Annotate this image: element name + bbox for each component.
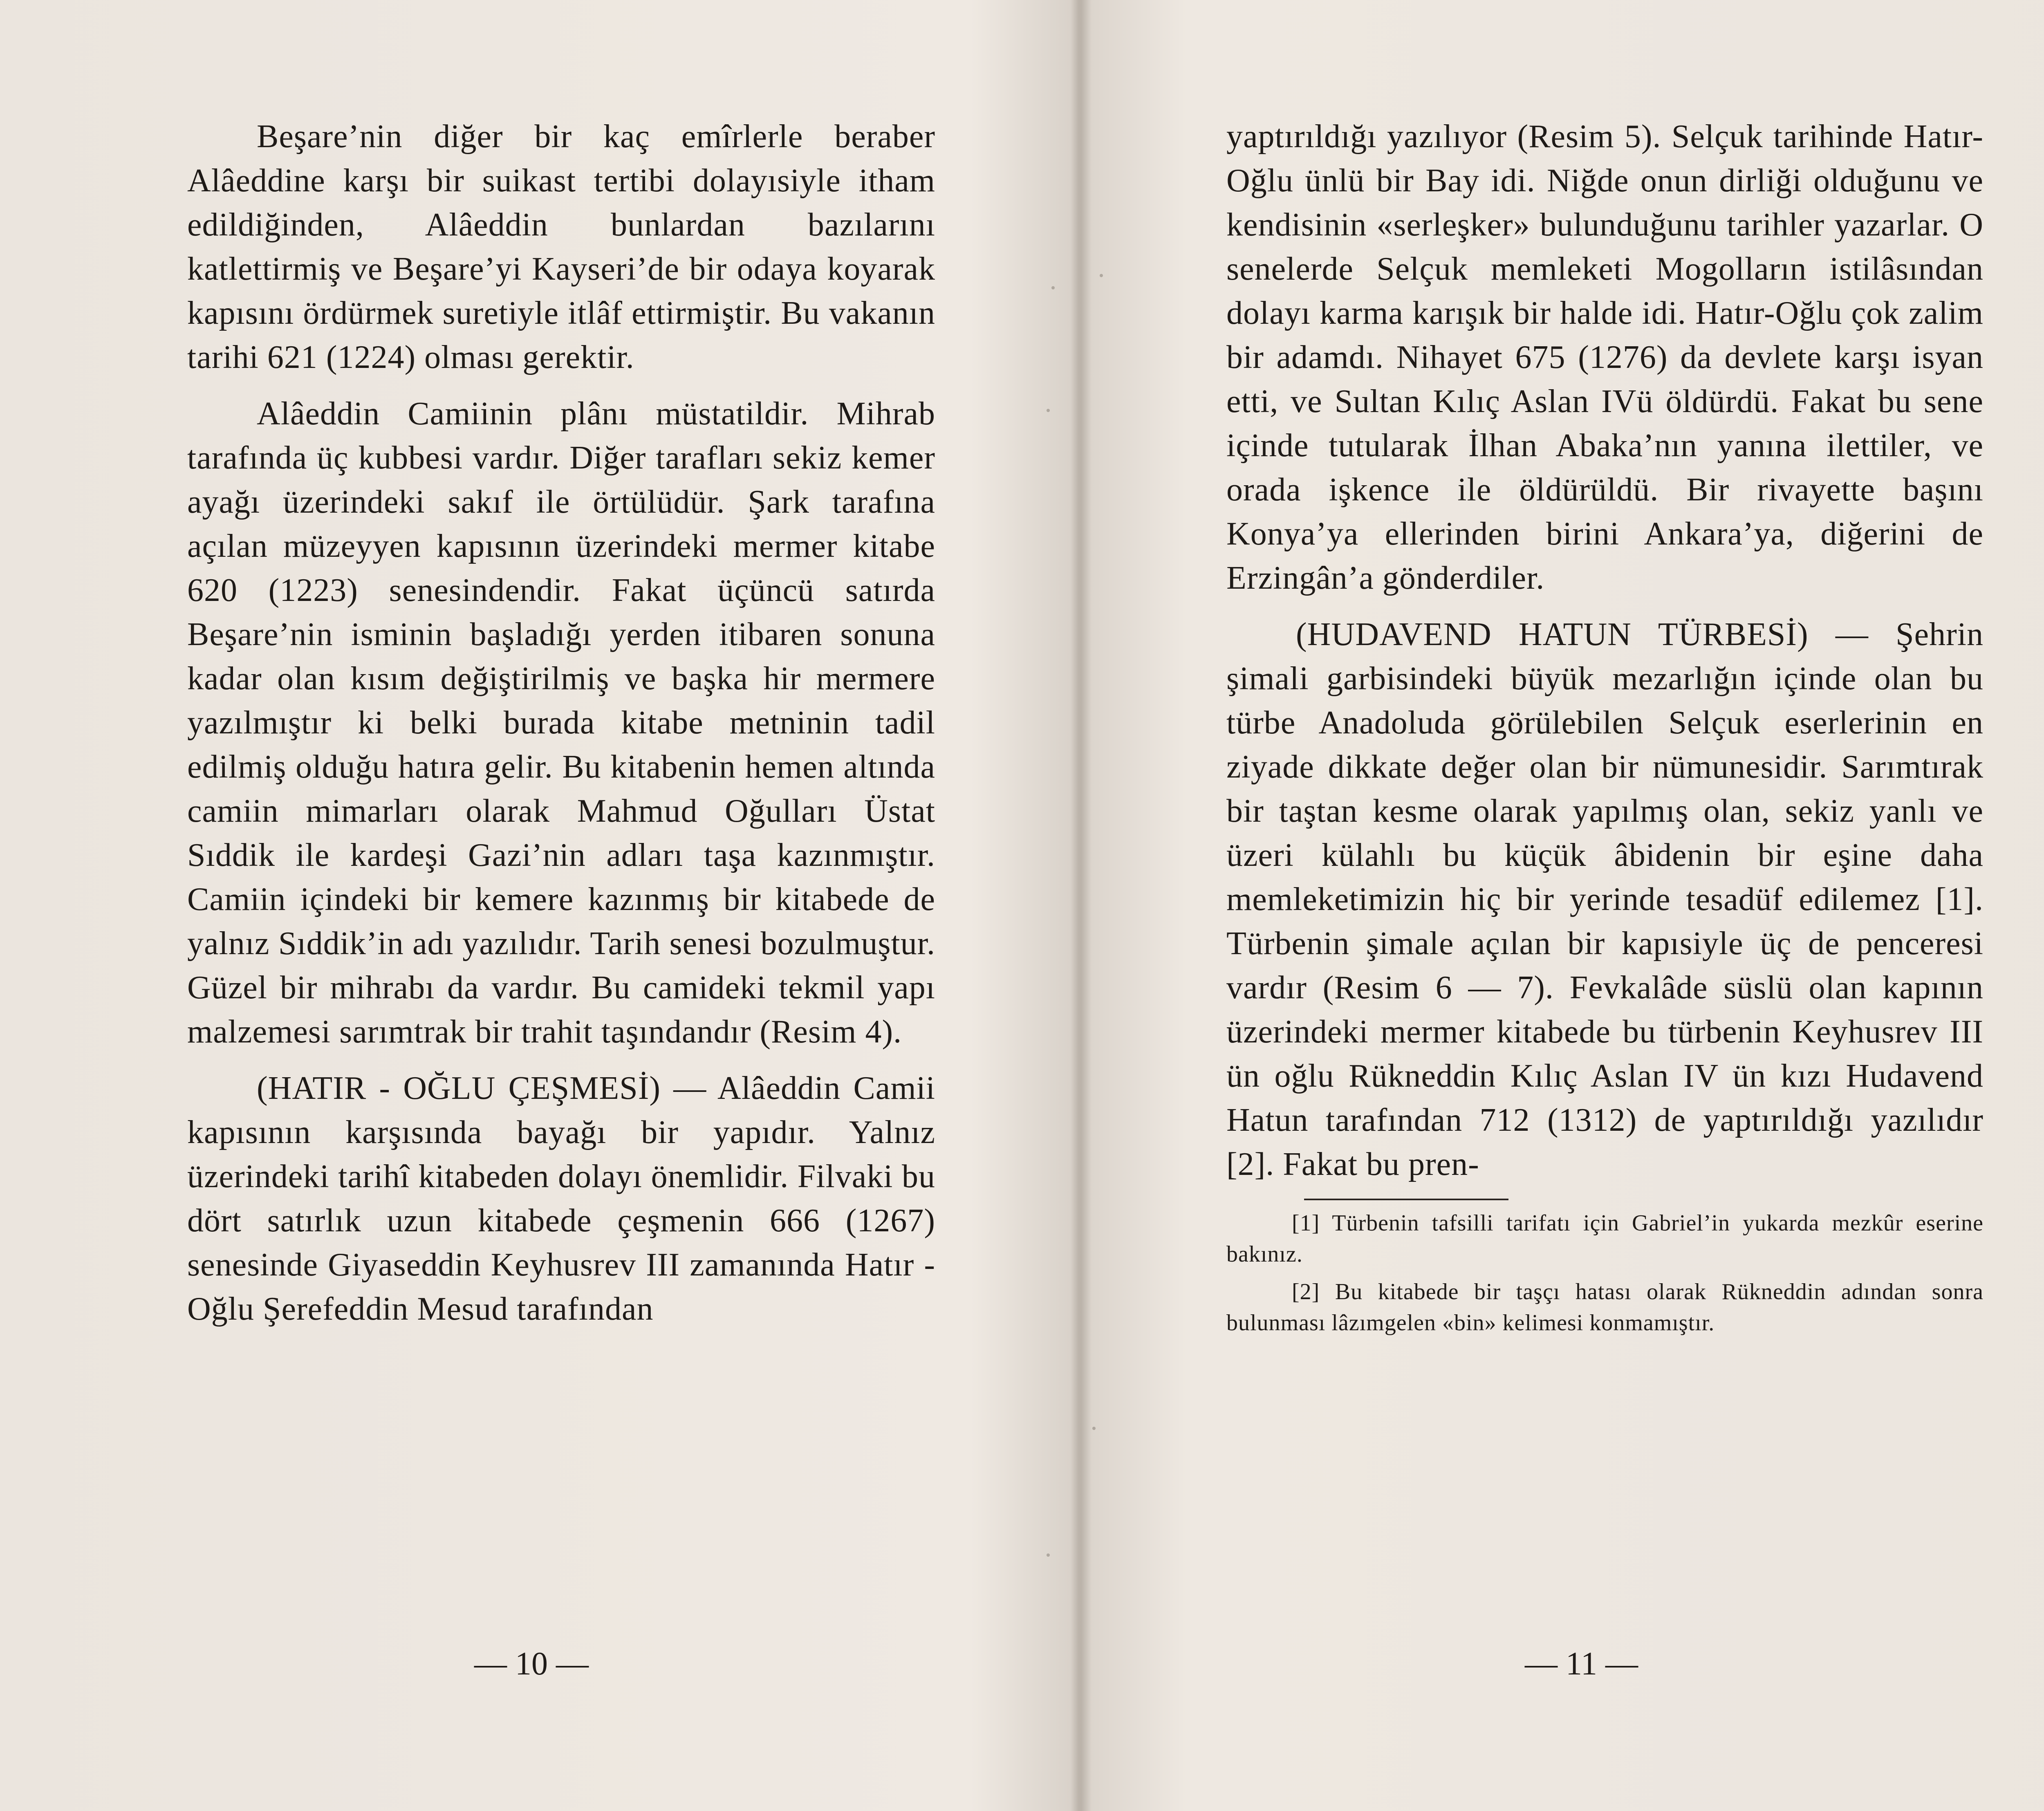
paragraph: Alâeddin Camiinin plânı müstatildir. Mihrab tarafında üç kubbesi vardır. Diğer tarafları sekiz kemer ayağı üzerindeki sakıf ile örtülüdür. Şark tarafına açılan müzeyyen kapısının üzerindeki mermer kitabe 620 (1223) senesindendir. Fakat üçüncü satırda Beşare’nin isminin başladığı yerden itibaren sonuna kadar olan kısım değiştirilmiş ve başka hir mermere yazılmıştır ki belki burada kitabe metninin tadil edilmiş olduğu hatıra gelir. Bu kitabenin hemen altında camiin mimarları olarak Mahmud Oğulları Üstat Sıddik ile kardeşi Gazi’nin adları taşa kazınmıştır. Camiin içindeki bir kemere kazınmış bir kitabede de yalnız Sıddik’in adı yazılıdır. Tarih senesi bozulmuştur. Güzel bir mihrabı da vardır. Bu camideki tekmil yapı malzemesi sarımtrak bir trahit taşındandır (Resim 4). <box>187 396 935 1050</box>
right-page-text <box>1226 114 1983 1345</box>
paragraph: Beşare’nin diğer bir kaç emîrlerle beraber Alâeddine karşı bir suikast tertibi dolayısiyle itham edildiğinden, Alâeddin bunlardan bazılarını katlettirmiş ve Beşare’yi Kayseri’de bir odaya koyarak kapısını ördürmek suretiyle itlâf ettirmiştir. Bu vakanın tarihi 621 (1224) olması gerektir. <box>187 119 935 375</box>
page-number: — 10 — <box>474 1646 589 1682</box>
footnote-divider <box>1304 1199 1508 1200</box>
right-page <box>1079 0 2044 1811</box>
page-number: — 11 — <box>1525 1646 1638 1682</box>
left-page-text <box>187 114 935 1343</box>
footnote: [1] Türbenin tafsilli tarifatı için Gabriel’in yukarda mezkûr eserine bakınız. <box>1226 1210 1983 1267</box>
paragraph: (HATIR - OĞLU ÇEŞMESİ) — Alâeddin Camii kapısının karşısında bayağı bir yapıdır. Yalnız üzerindeki tarihî kitabeden dolayı önemlidir. Filvaki bu dört satırlık uzun kitabede çeşmenin 666 (1267) senesinde Giyaseddin Keyhusrev III zamanında Hatır - Oğlu Şerefeddin Mesud tarafından <box>187 1070 935 1327</box>
paragraph: yaptırıldığı yazılıyor (Resim 5). Selçuk tarihinde Hatır-Oğlu ünlü bir Bay idi. Niğde onun dirliği olduğunu ve kendisinin «serleşker» bulunduğunu tarihler yazarlar. O senelerde Selçuk memleketi Mogolların istilâsından dolayı karma karışık bir halde idi. Hatır-Oğlu çok zalim bir adamdı. Nihayet 675 (1276) da devlete karşı isyan etti, ve Sultan Kılıç Aslan IVü öldürdü. Fakat bu sene içinde tutularak İlhan Abaka’nın yanına ilettiler, ve orada işkence ile öldürüldü. Bir rivayette başını Konya’ya ellerinden birini Ankara’ya, diğerini de Erzingân’a gönderdiler. <box>1226 119 1983 596</box>
paragraph: (HUDAVEND HATUN TÜRBESİ) — Şehrin şimali garbisindeki büyük mezarlığın içinde olan bu türbe Anadoluda görülebilen Selçuk eserlerinin en ziyade dikkate değer olan bir nümunesidir. Sarımtırak bir taştan kesme olarak yapılmış olan, sekiz yanlı ve üzeri külahlı bu küçük âbidenin bir eşine daha memleketimizin hiç bir yerinde tesadüf edilemez [1]. Türbenin şimale açılan bir kapısiyle üç de penceresi vardır (Resim 6 — 7). Fevkalâde süslü olan kapının üzerindeki mermer kitabede bu türbenin Keyhusrev III ün oğlu Rükneddin Kılıç Aslan IV ün kızı Hudavend Hatun tarafından 712 (1312) de yaptırıldığı yazılıdır [2]. Fakat bu pren- <box>1226 616 1983 1182</box>
footnote: [2] Bu kitabede bir taşçı hatası olarak Rükneddin adından sonra bulunması lâzımgelen «bin» kelimesi konmamıştır. <box>1226 1279 1983 1336</box>
